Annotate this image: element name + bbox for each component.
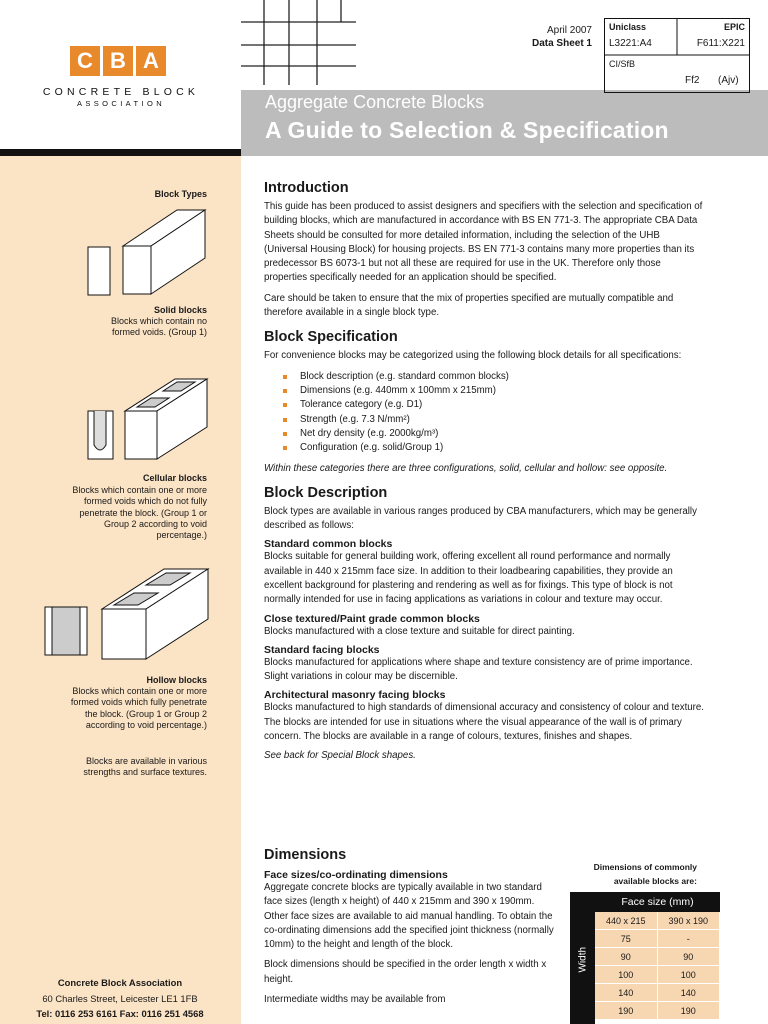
table-row — [595, 930, 720, 948]
document-subtitle: Aggregate Concrete Blocks — [265, 92, 485, 112]
spec-heading: Block Specification — [264, 329, 398, 346]
table-cell: 75 — [595, 930, 658, 948]
list-item: Block description (e.g. standard common blocks) — [264, 370, 704, 384]
desc-item-title: Standard facing blocks — [264, 643, 380, 656]
desc-item-text: Blocks manufactured with a close texture and suitable for direct painting. — [264, 625, 575, 637]
logo-text-line2: ASSOCIATION — [76, 99, 166, 108]
document-title: A Guide to Selection & Specification — [265, 117, 669, 143]
spec-bullet-list — [264, 370, 704, 456]
footer-contact: Tel: 0116 253 6161 Fax: 0116 251 4568 — [36, 1008, 204, 1019]
dimensions-section — [264, 847, 554, 1007]
main-content — [264, 180, 704, 764]
table-cell: 100 — [595, 966, 658, 984]
cisfb-label: CI/SfB — [609, 59, 636, 69]
table-column-header: 390 x 190 — [658, 912, 721, 930]
dims-heading: Dimensions — [264, 847, 347, 863]
list-item: Dimensions (e.g. 440mm x 100mm x 215mm) — [264, 384, 704, 398]
table-cell: 140 — [595, 984, 658, 1002]
desc-item-title: Close textured/Paint grade common blocks — [264, 612, 480, 625]
desc-item-text: Blocks manufactured to high standards of dimensional accuracy and consistency of colour and texture. The blocks are intended for use in situations where the visual appearance of the wall is of primary concern. The blocks are available in a range of colours, textures, finishes and shapes. — [264, 702, 704, 743]
table-caption: Dimensions of commonly available blocks are: — [593, 862, 697, 886]
issue-date: April 2007 — [546, 25, 592, 36]
intro-paragraph-2: Care should be taken to ensure that the mix of properties specified are mutually compatible and therefore available in a single block type. — [264, 292, 674, 319]
list-item: Tolerance category (e.g. D1) — [264, 398, 704, 412]
table-row — [595, 966, 720, 984]
desc-note: See back for Special Block shapes. — [264, 750, 416, 762]
list-item: Configuration (e.g. solid/Group 1) — [264, 441, 704, 455]
solid-block-illustration — [85, 206, 215, 301]
table-cell: 190 — [595, 1002, 658, 1020]
uniclass-label: Uniclass — [609, 22, 647, 32]
table-cell: 90 — [658, 948, 721, 966]
solid-blocks-desc: Blocks which contain no formed voids. (Group 1) — [110, 316, 207, 338]
desc-item-title: Architectural masonry facing blocks — [264, 689, 446, 702]
logo-letter-c: C — [70, 46, 100, 76]
dims-paragraph-3: Intermediate widths may be available from — [264, 994, 446, 1006]
grid-decoration — [241, 0, 361, 90]
table-row — [595, 984, 720, 1002]
blocks-note: Blocks are available in various strengths and surface textures. — [83, 756, 207, 778]
spec-note: Within these categories there are three configurations, solid, cellular and hollow: see opposite. — [264, 463, 668, 475]
desc-item-text: Blocks manufactured for applications where shape and texture consistency are of prime importance. Slight variations in colour may be discernible. — [264, 656, 693, 683]
uniclass-value: L3221:A4 — [609, 38, 652, 49]
table-header: Face size (mm) — [595, 892, 720, 912]
desc-item-text: Blocks suitable for general building work, offering excellent all round performance and normally available in 440 x 215mm face size. In addition to their loadbearing capabilities, they provide an excellent background for plastering and rendering as well as for fixings. This type of block is not normally intended for use in facing applications as variations in colour and texture may occur. — [264, 551, 673, 606]
cisfb-value: Ff2 — [685, 75, 700, 86]
desc-heading: Block Description — [264, 484, 388, 501]
cellular-blocks-desc: Blocks which contain one or more formed voids which do not fully penetrate the block. (Group 1 or Group 2 according to void percentage.) — [72, 485, 207, 541]
dims-paragraph-2: Block dimensions should be specified in the order length x width x height. — [264, 959, 547, 985]
logo-letter-b: B — [103, 46, 133, 76]
intro-paragraph-1: This guide has been produced to assist designers and specifiers with the selection and specification of building blocks, which are manufactured in accordance with BS EN 771-3. The appropriate CBA Data Sheets should be consulted for more detailed information, including the selection of the UHB (Universal Housing Block) for housing projects. BS EN 771-3 contains many more properties than its predecessor BS 6073-1 but not all these are required for use in the UK. Therefore only those properties specifically needed for an application should be specified. — [264, 201, 703, 284]
desc-item-title: Standard common blocks — [264, 538, 393, 551]
intro-heading: Introduction — [264, 180, 349, 196]
sidebar-footer — [10, 975, 230, 1022]
cellular-blocks-title: Cellular blocks — [142, 473, 207, 483]
hollow-blocks-title: Hollow blocks — [146, 675, 207, 685]
table-column-headers — [595, 912, 720, 930]
table-cell: - — [658, 930, 721, 948]
cba-logo — [70, 46, 166, 76]
spec-intro: For convenience blocks may be categorized using the following block details for all specifications: — [264, 350, 682, 362]
footer-org: Concrete Block Association — [57, 977, 183, 988]
table-cell: 190 — [658, 1002, 721, 1020]
table-row — [595, 1002, 720, 1020]
epic-label: EPIC — [723, 22, 745, 32]
classification-box — [604, 18, 750, 93]
block-types-title: Block Types — [154, 189, 207, 199]
logo-text-line1: CONCRETE BLOCK — [42, 86, 200, 98]
epic-value: F611:X221 — [696, 38, 745, 49]
hollow-block-illustration — [40, 565, 215, 665]
hollow-blocks-desc: Blocks which contain one or more formed voids which fully penetrate the block. (Group 1 or Group 2 according to void percentage.) — [70, 686, 207, 730]
dims-paragraph-1: Aggregate concrete blocks are typically available in two standard face sizes (length x height) of 440 x 215mm and 390 x 190mm. Other face sizes are available to aid manual handling. To obtain the co-ordinating dimensions add the specified joint thickness (normally 10mm) to the height and length of the block. — [264, 882, 554, 951]
list-item: Strength (e.g. 7.3 N/mm²) — [264, 413, 704, 427]
solid-blocks-title: Solid blocks — [153, 305, 207, 315]
header-divider — [0, 149, 241, 156]
table-cell: 140 — [658, 984, 721, 1002]
table-cell: 100 — [658, 966, 721, 984]
table-row — [595, 948, 720, 966]
footer-address: 60 Charles Street, Leicester LE1 1FB — [42, 992, 198, 1004]
list-item: Net dry density (e.g. 2000kg/m³) — [264, 427, 704, 441]
data-sheet-number: Data Sheet 1 — [531, 38, 592, 49]
table-column-header: 440 x 215 — [595, 912, 658, 930]
dims-subheading: Face sizes/co-ordinating dimensions — [264, 869, 448, 881]
desc-intro: Block types are available in various ranges produced by CBA manufacturers, which may be generally described as follows: — [264, 505, 697, 532]
table-side-label: Width — [577, 946, 589, 973]
table-cell: 90 — [595, 948, 658, 966]
logo-letter-a: A — [136, 46, 166, 76]
cisfb-extra: (Ajv) — [718, 75, 739, 86]
cellular-block-illustration — [85, 375, 215, 470]
